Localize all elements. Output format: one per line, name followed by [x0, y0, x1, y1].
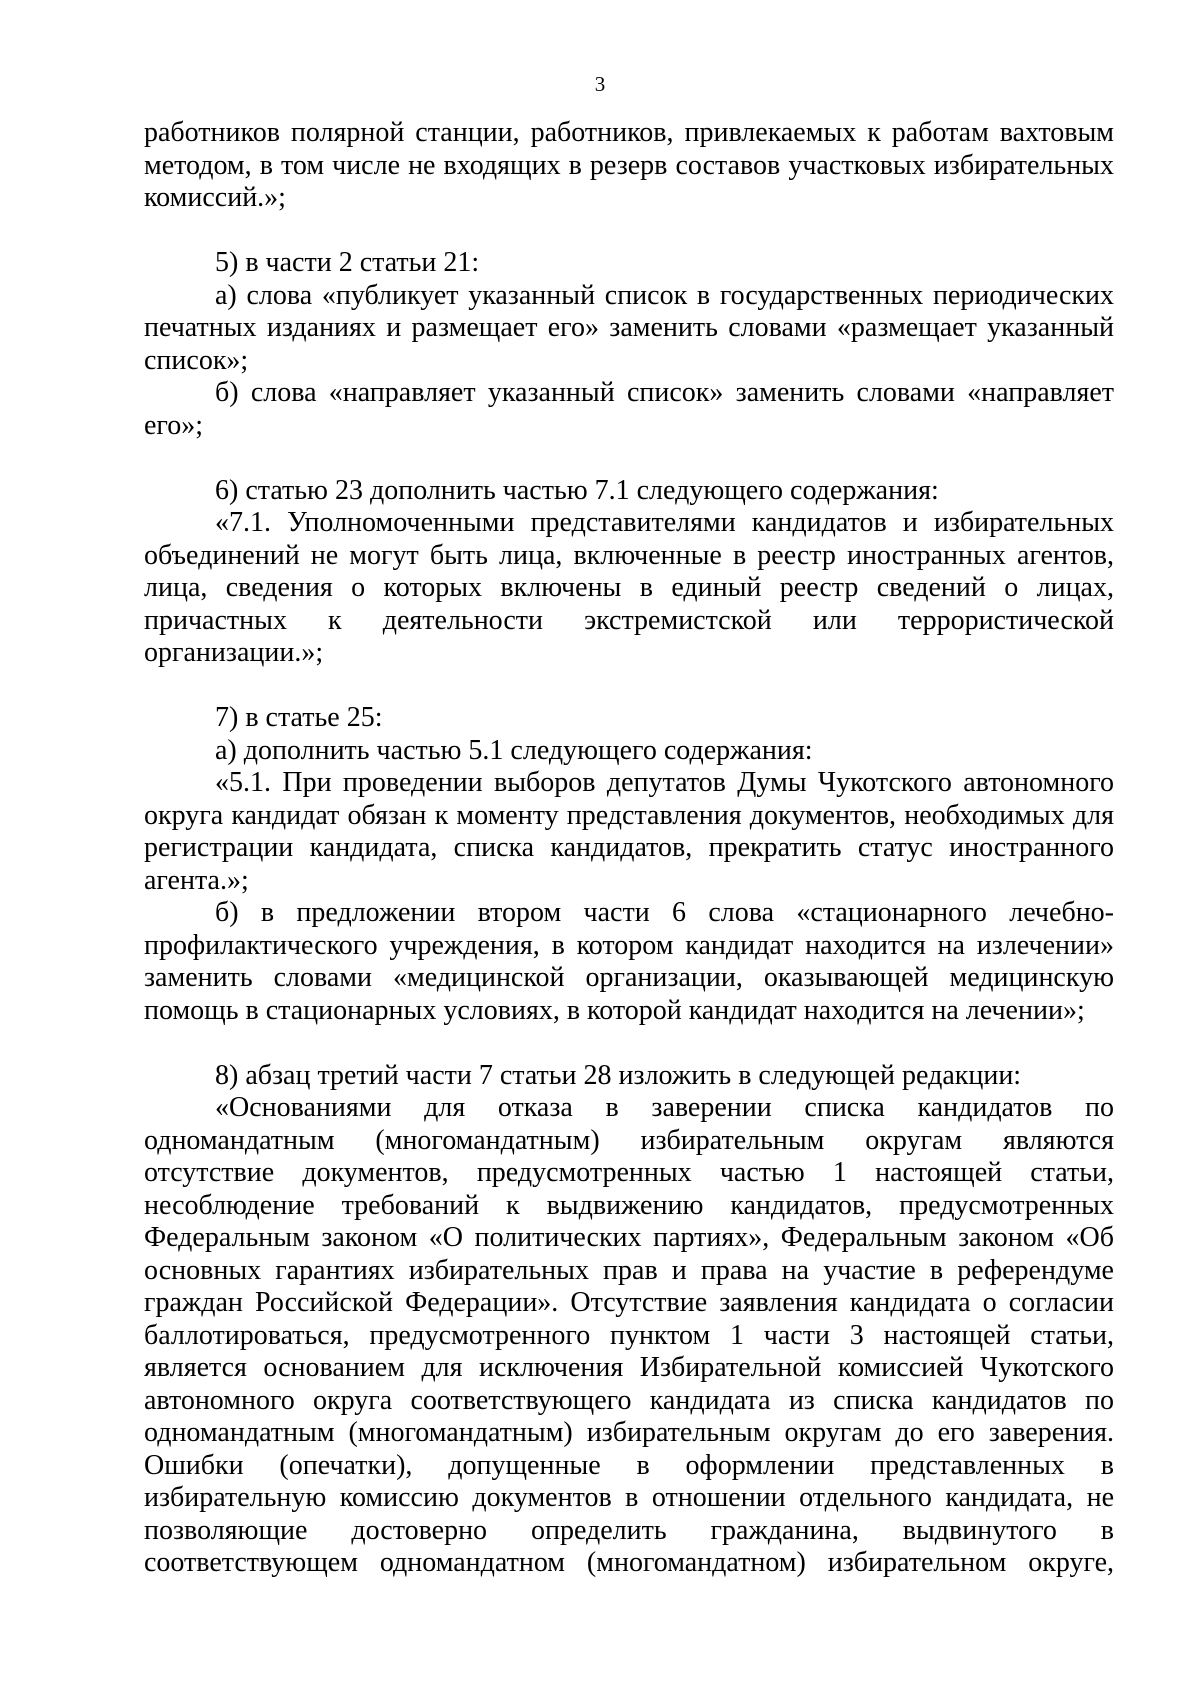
paragraph-item-5: 5) в части 2 статьи 21: [215, 247, 480, 278]
document-body [144, 117, 1114, 1580]
paragraph-gap [144, 1027, 1114, 1060]
paragraph-item-7b: б) в предложении втором части 6 слова «стационарного лечебно-профилактического учреждения, в котором кандидат находится на излечении» заменить словами «медицинской организации, оказывающей медицинскую помощь в стационарных условиях, в которой кандидат находится на лечении»; [144, 897, 1114, 1026]
paragraph-item-5b: б) слова «направляет указанный список» заменить словами «направляет его»; [144, 377, 1114, 441]
paragraph-gap [144, 215, 1114, 248]
paragraph-item-7a-quote: «5.1. При проведении выборов депутатов Думы Чукотского автономного округа кандидат обязан к моменту представления документов, необходимых для регистрации кандидата, списка кандидатов, прекратить статус иностранного агента.»; [144, 767, 1114, 896]
paragraph-item-8: 8) абзац третий части 7 статьи 28 изложить в следующей редакции: [215, 1059, 1022, 1091]
paragraph-item-5a: а) слова «публикует указанный список в государственных периодических печатных изданиях и размещает его» заменить словами «размещает указанный список»; [144, 279, 1114, 376]
paragraph-continuation: работников полярной станции, работников, привлекаемых к работам вахтовым методом, в том числе не входящих в резерв составов участковых избирательных комиссий.»; [144, 117, 1114, 213]
paragraph-item-6: 6) статью 23 дополнить частью 7.1 следующего содержания: [215, 474, 939, 506]
paragraph-item-6-quote: «7.1. Уполномоченными представителями кандидатов и избирательных объединений не могут быть лица, включенные в реестр иностранных агентов, лица, сведения о которых включены в единый реестр сведений о лицах, причастных к деятельности экстремистской или террористической организации.»; [144, 507, 1114, 668]
paragraph-gap [144, 442, 1114, 475]
paragraph-item-7: 7) в статье 25: [215, 702, 383, 733]
page-number: 3 [594, 72, 606, 96]
paragraph-gap [144, 670, 1114, 703]
paragraph-item-7a: а) дополнить частью 5.1 следующего содержания: [215, 734, 813, 766]
paragraph-item-8-quote: «Основаниями для отказа в заверении списка кандидатов по одномандатным (многомандатным) избирательным округам являются отсутствие документов, предусмотренных частью 1 настоящей статьи, несоблюдение требований к выдвижению кандидатов, предусмотренных Федеральным законом «О политических партиях», Федеральным законом «Об основных гарантиях избирательных прав и права на участие в референдуме граждан Российской Федерации». Отсутствие заявления кандидата о согласии баллотироваться, предусмотренного пунктом 1 части 3 настоящей статьи, является основанием для исключения Избирательной комиссией Чукотского автономного округа соответствующего кандидата из списка кандидатов по одномандатным (многомандатным) избирательным округам до его заверения. Ошибки (опечатки), допущенные в оформлении представленных в избирательную комиссию документов в отношении отдельного кандидата, не позволяющие достоверно определить гражданина, выдвинутого в соответствующем одномандатном (многомандатном) избирательном округе, [144, 1092, 1114, 1578]
